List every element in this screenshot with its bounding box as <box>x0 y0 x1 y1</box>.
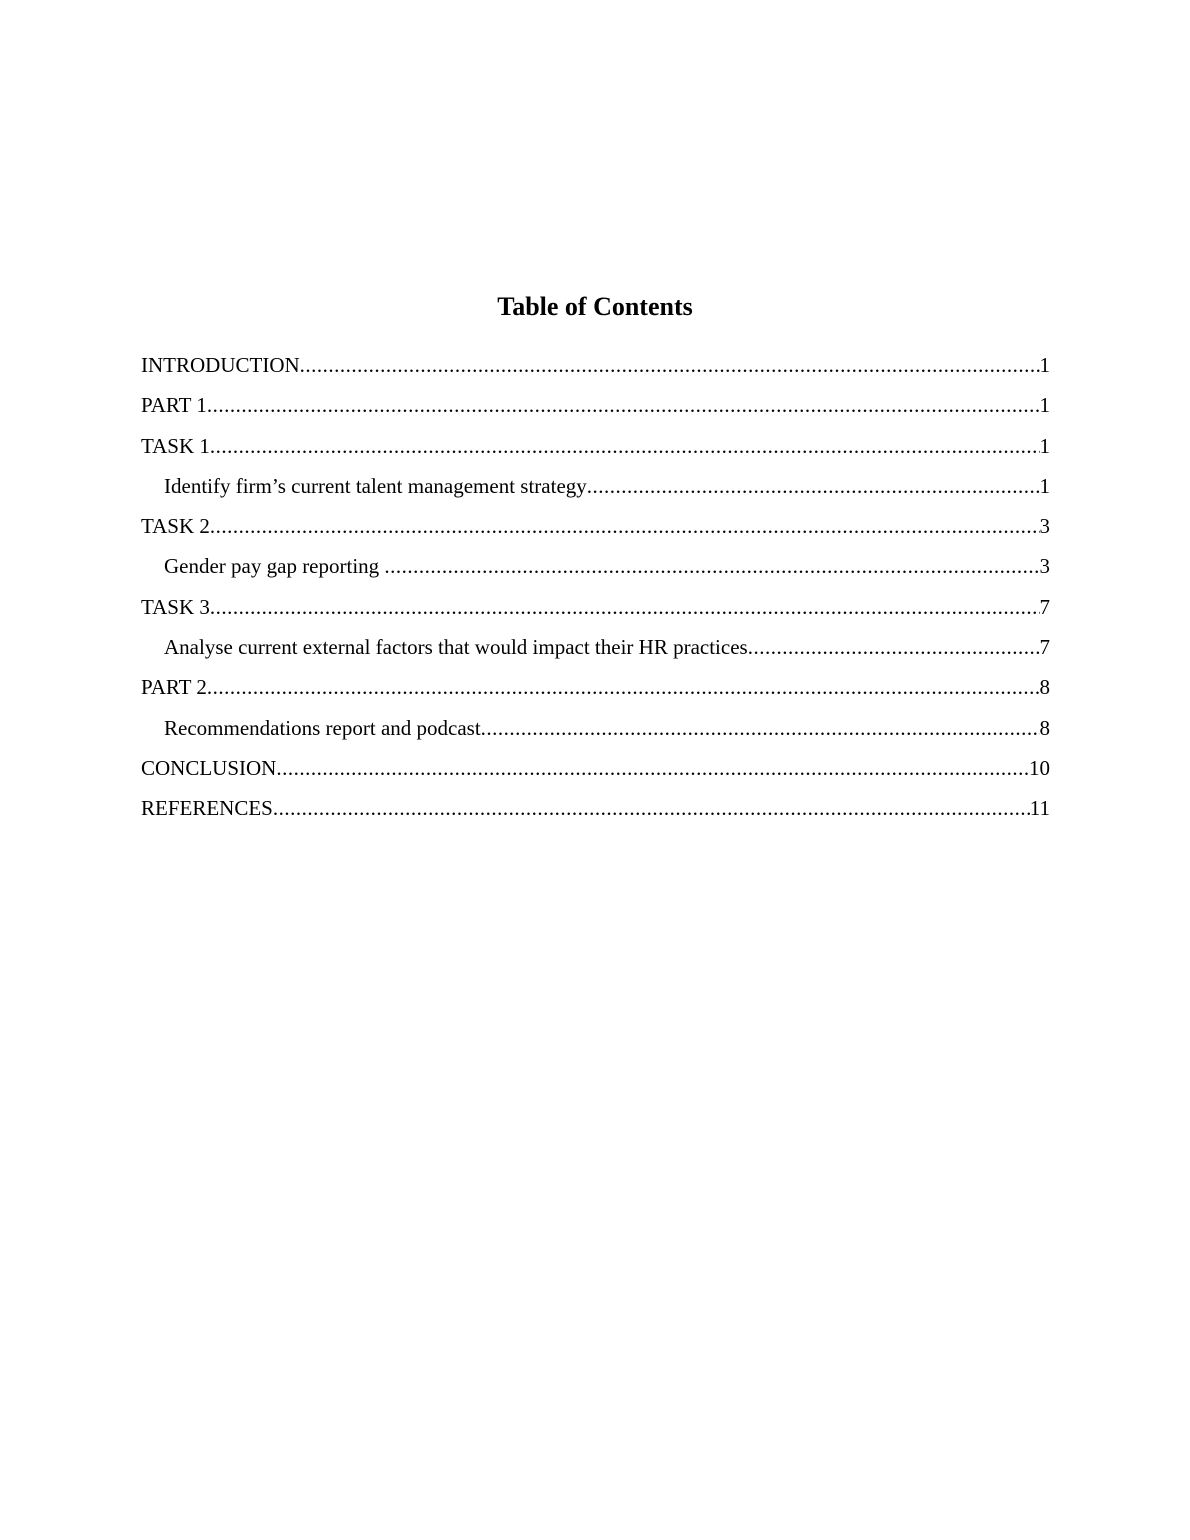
toc-page-number: 8 <box>1039 715 1050 740</box>
toc-dot-leader <box>207 385 1040 425</box>
toc-dot-leader <box>210 426 1040 466</box>
toc-entry-label: PART 2 <box>141 675 207 700</box>
toc-entry-label: TASK 2 <box>141 514 210 539</box>
toc-entry-conclusion[interactable] <box>141 748 1050 788</box>
toc-page-number: 7 <box>1039 594 1050 619</box>
toc-page-number: 10 <box>1029 755 1050 780</box>
toc-entry-label: Gender pay gap reporting <box>164 554 385 579</box>
toc-dot-leader <box>276 748 1029 788</box>
toc-dot-leader <box>210 506 1040 546</box>
toc-entry-external-factors[interactable] <box>141 627 1050 667</box>
toc-entry-task-2[interactable] <box>141 506 1050 546</box>
table-of-contents <box>141 345 1050 829</box>
toc-page-number: 1 <box>1039 433 1050 458</box>
toc-entry-part-1[interactable] <box>141 385 1050 425</box>
toc-page-number: 7 <box>1039 635 1050 660</box>
toc-entry-gender-pay-gap[interactable] <box>141 546 1050 586</box>
toc-dot-leader <box>207 667 1040 707</box>
toc-entry-label: CONCLUSION <box>141 755 277 780</box>
toc-dot-leader <box>587 466 1040 506</box>
toc-page-number: 1 <box>1039 353 1050 377</box>
toc-dot-leader <box>273 788 1030 828</box>
toc-dot-leader <box>210 587 1040 627</box>
toc-entry-talent-management-strategy[interactable] <box>141 466 1050 506</box>
toc-entry-label: Identify firm’s current talent management strategy <box>164 473 587 498</box>
toc-entry-label: Analyse current external factors that would impact their HR practices <box>164 635 748 660</box>
toc-page-number: 8 <box>1039 675 1050 700</box>
page-title: Table of Contents <box>497 292 693 321</box>
toc-dot-leader <box>481 708 1040 748</box>
toc-page-number: 1 <box>1039 393 1050 418</box>
toc-entry-label: TASK 3 <box>141 594 210 619</box>
toc-entry-part-2[interactable] <box>141 667 1050 707</box>
toc-dot-leader <box>300 345 1040 385</box>
toc-page-number: 3 <box>1039 554 1050 579</box>
toc-entry-label: REFERENCES <box>141 796 273 821</box>
toc-entry-task-3[interactable] <box>141 587 1050 627</box>
toc-dot-leader <box>384 546 1039 586</box>
toc-entry-recommendations-report[interactable] <box>141 708 1050 748</box>
toc-page-number: 11 <box>1029 796 1050 821</box>
toc-page-number: 1 <box>1039 473 1050 498</box>
toc-dot-leader <box>748 627 1040 667</box>
toc-entry-label: Recommendations report and podcast <box>164 715 481 740</box>
toc-entry-introduction[interactable] <box>141 345 1050 385</box>
toc-entry-references[interactable] <box>141 788 1050 828</box>
toc-entry-label: INTRODUCTION <box>141 353 300 377</box>
toc-entry-task-1[interactable] <box>141 426 1050 466</box>
toc-entry-label: TASK 1 <box>141 433 210 458</box>
toc-page-number: 3 <box>1039 514 1050 539</box>
toc-entry-label: PART 1 <box>141 393 207 418</box>
